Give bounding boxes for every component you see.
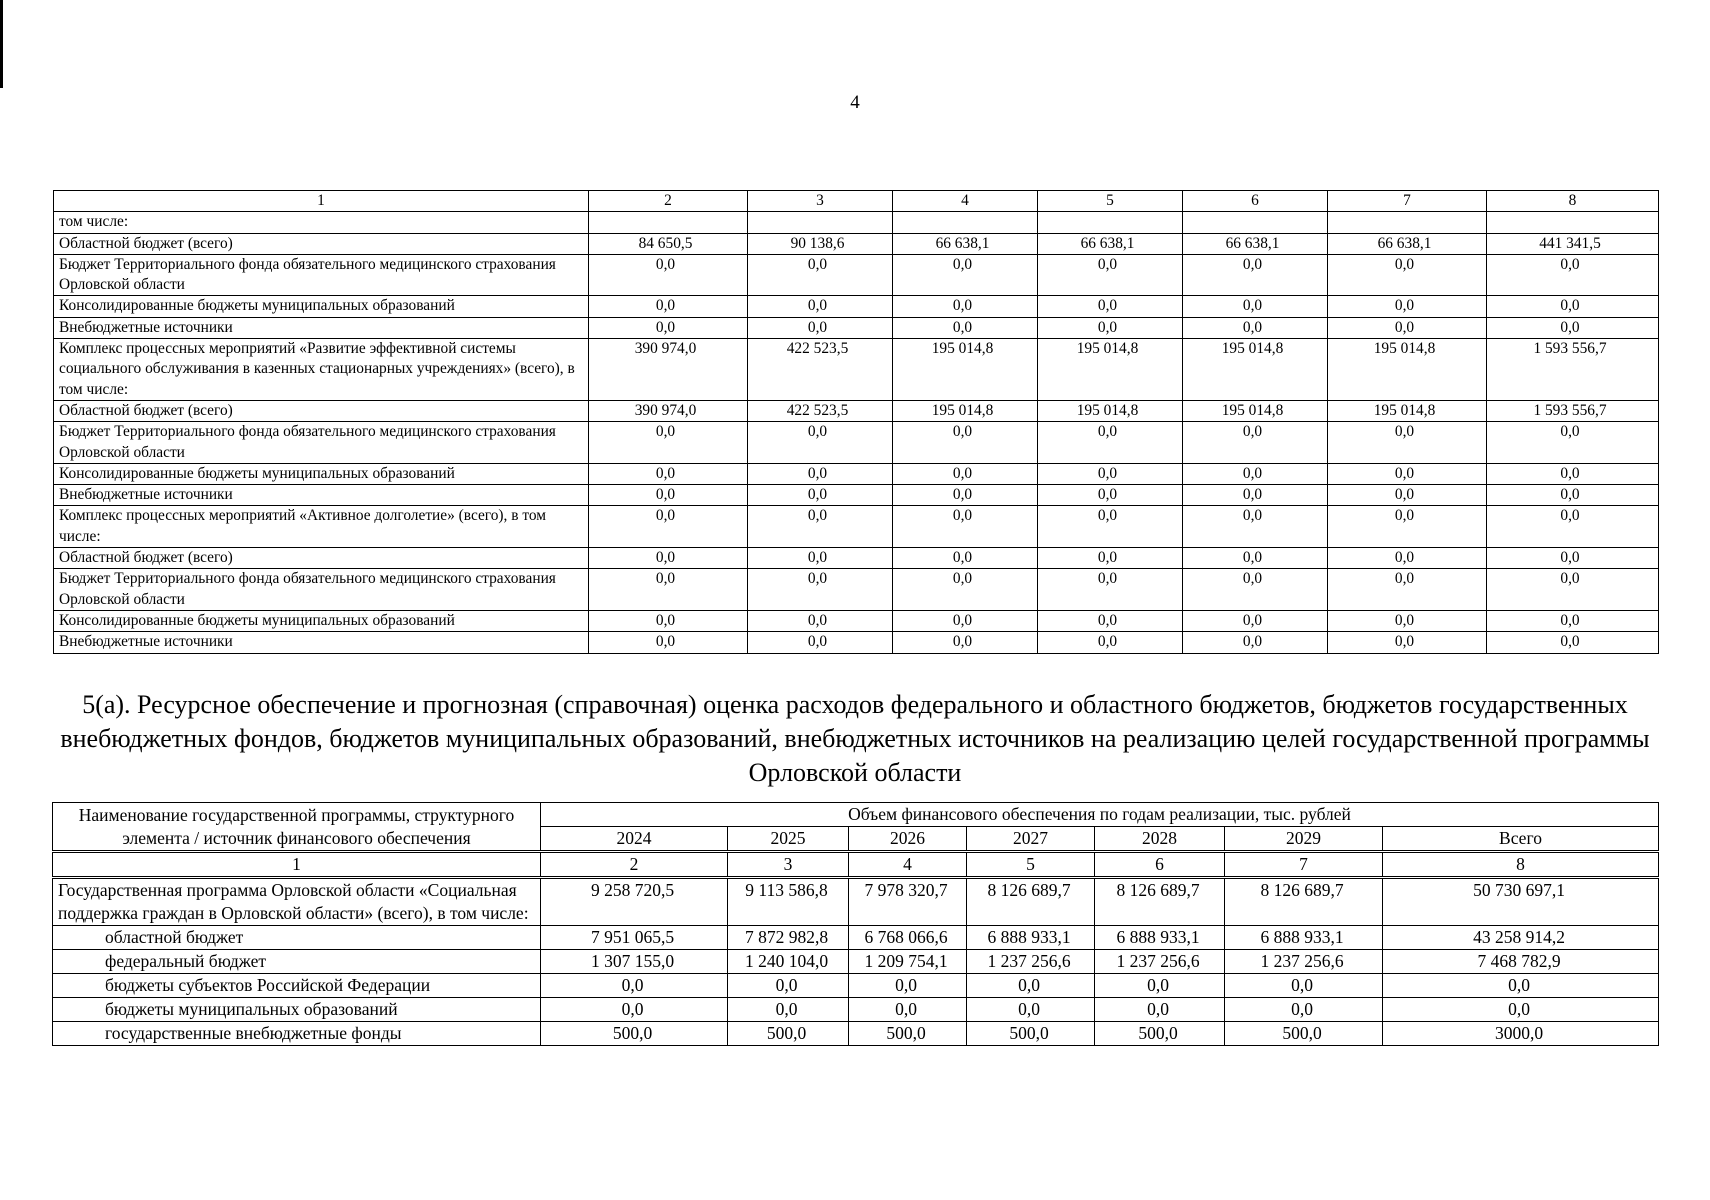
amount-cell: 0,0 (589, 610, 748, 631)
amount-cell: 0,0 (748, 610, 893, 631)
amount-cell: 0,0 (893, 569, 1038, 611)
amount-cell: 195 014,8 (1183, 339, 1328, 401)
amount-cell: 0,0 (1487, 317, 1659, 338)
amount-cell: 0,0 (893, 548, 1038, 569)
table-row (54, 422, 1659, 464)
amount-cell: 195 014,8 (893, 400, 1038, 421)
amount-cell: 0,0 (1038, 485, 1183, 506)
amount-cell: 500,0 (967, 1022, 1095, 1046)
amount-cell: 195 014,8 (1038, 339, 1183, 401)
amount-cell: 0,0 (589, 569, 748, 611)
amount-cell: 50 730 697,1 (1383, 878, 1659, 926)
amount-cell (1183, 212, 1328, 233)
amount-cell: 0,0 (541, 974, 728, 998)
amount-cell: 0,0 (728, 974, 849, 998)
amount-cell: 0,0 (893, 506, 1038, 548)
column-number: 3 (728, 852, 849, 878)
amount-cell: 9 258 720,5 (541, 878, 728, 926)
column-number: 5 (1038, 191, 1183, 212)
row-label: Бюджет Территориального фонда обязательного медицинского страхования Орловской области (54, 254, 589, 296)
amount-cell: 0,0 (1183, 632, 1328, 653)
amount-cell: 500,0 (849, 1022, 967, 1046)
amount-cell: 195 014,8 (1328, 400, 1487, 421)
funding-group-header: Объем финансового обеспечения по годам реализации, тыс. рублей (541, 803, 1659, 827)
column-number: 7 (1328, 191, 1487, 212)
page-number: 4 (850, 92, 860, 113)
amount-cell: 1 593 556,7 (1487, 400, 1659, 421)
amount-cell (1038, 212, 1183, 233)
table-row (53, 950, 1659, 974)
amount-cell: 0,0 (589, 296, 748, 317)
table-row (54, 254, 1659, 296)
column-number: 7 (1225, 852, 1383, 878)
table-row (54, 548, 1659, 569)
amount-cell: 0,0 (1183, 463, 1328, 484)
row-label: Консолидированные бюджеты муниципальных образований (54, 463, 589, 484)
table-row (54, 463, 1659, 484)
year-header: 2024 (541, 827, 728, 852)
amount-cell: 0,0 (967, 974, 1095, 998)
amount-cell: 43 258 914,2 (1383, 926, 1659, 950)
amount-cell: 90 138,6 (748, 233, 893, 254)
row-label: Комплекс процессных мероприятий «Активное долголетие» (всего), в том числе: (54, 506, 589, 548)
column-number: 3 (748, 191, 893, 212)
amount-cell: 0,0 (1038, 610, 1183, 631)
amount-cell: 0,0 (748, 632, 893, 653)
resource-table-body (53, 852, 1659, 1046)
amount-cell: 0,0 (589, 485, 748, 506)
resource-table-head (53, 803, 1659, 852)
table-row (54, 610, 1659, 631)
amount-cell: 0,0 (893, 463, 1038, 484)
amount-cell: 0,0 (1487, 506, 1659, 548)
row-label: бюджеты субъектов Российской Федерации (53, 974, 541, 998)
column-number: 6 (1183, 191, 1328, 212)
amount-cell: 7 872 982,8 (728, 926, 849, 950)
amount-cell (1328, 212, 1487, 233)
amount-cell: 0,0 (893, 422, 1038, 464)
amount-cell: 500,0 (541, 1022, 728, 1046)
total-header: Всего (1383, 827, 1659, 852)
amount-cell: 0,0 (589, 317, 748, 338)
column-number: 8 (1383, 852, 1659, 878)
amount-cell: 3000,0 (1383, 1022, 1659, 1046)
row-label: том числе: (54, 212, 589, 233)
column-number: 1 (53, 852, 541, 878)
amount-cell: 0,0 (1328, 296, 1487, 317)
column-number: 2 (589, 191, 748, 212)
amount-cell: 390 974,0 (589, 339, 748, 401)
amount-cell: 0,0 (1183, 485, 1328, 506)
amount-cell: 0,0 (1038, 254, 1183, 296)
amount-cell: 422 523,5 (748, 400, 893, 421)
row-label: Государственная программа Орловской области «Социальная поддержка граждан в Орловской области» (всего), в том числе: (53, 878, 541, 926)
amount-cell: 0,0 (1183, 610, 1328, 631)
table-row (54, 485, 1659, 506)
amount-cell: 0,0 (1183, 506, 1328, 548)
amount-cell: 0,0 (1038, 463, 1183, 484)
row-label: государственные внебюджетные фонды (53, 1022, 541, 1046)
amount-cell: 0,0 (1183, 254, 1328, 296)
amount-cell: 0,0 (1487, 548, 1659, 569)
amount-cell: 0,0 (1328, 254, 1487, 296)
section-title: 5(а). Ресурсное обеспечение и прогнозная (справочная) оценка расходов федерального и областного бюджетов, бюджетов государственных внебюджетных фондов, бюджетов муниципальных образований, внебюджетных источников на реализацию целей государственной программы Орловской области (60, 690, 1650, 787)
amount-cell: 0,0 (893, 254, 1038, 296)
amount-cell: 8 126 689,7 (1095, 878, 1225, 926)
amount-cell: 0,0 (748, 569, 893, 611)
amount-cell: 0,0 (1038, 317, 1183, 338)
amount-cell: 66 638,1 (1328, 233, 1487, 254)
amount-cell: 1 240 104,0 (728, 950, 849, 974)
column-number: 6 (1095, 852, 1225, 878)
year-header: 2029 (1225, 827, 1383, 852)
amount-cell: 0,0 (967, 998, 1095, 1022)
amount-cell: 0,0 (893, 485, 1038, 506)
amount-cell: 0,0 (1038, 296, 1183, 317)
amount-cell: 0,0 (849, 974, 967, 998)
amount-cell: 0,0 (748, 422, 893, 464)
amount-cell: 500,0 (728, 1022, 849, 1046)
amount-cell: 0,0 (748, 548, 893, 569)
row-label: Бюджет Территориального фонда обязательного медицинского страхования Орловской области (54, 569, 589, 611)
amount-cell: 195 014,8 (893, 339, 1038, 401)
year-header: 2025 (728, 827, 849, 852)
amount-cell: 0,0 (1487, 296, 1659, 317)
table-row (54, 296, 1659, 317)
amount-cell: 0,0 (1487, 610, 1659, 631)
amount-cell: 6 888 933,1 (967, 926, 1095, 950)
amount-cell: 1 593 556,7 (1487, 339, 1659, 401)
amount-cell: 1 237 256,6 (967, 950, 1095, 974)
amount-cell: 0,0 (1328, 317, 1487, 338)
amount-cell: 0,0 (893, 632, 1038, 653)
amount-cell: 0,0 (893, 296, 1038, 317)
amount-cell: 0,0 (1038, 548, 1183, 569)
amount-cell: 0,0 (1183, 317, 1328, 338)
amount-cell: 0,0 (1328, 569, 1487, 611)
amount-cell: 0,0 (589, 506, 748, 548)
amount-cell: 7 468 782,9 (1383, 950, 1659, 974)
table-row (53, 1022, 1659, 1046)
amount-cell: 0,0 (589, 632, 748, 653)
amount-cell: 390 974,0 (589, 400, 748, 421)
row-label: федеральный бюджет (53, 950, 541, 974)
amount-cell: 0,0 (1383, 998, 1659, 1022)
amount-cell: 0,0 (1328, 485, 1487, 506)
amount-cell: 0,0 (1328, 422, 1487, 464)
amount-cell: 0,0 (1038, 506, 1183, 548)
table-row (54, 506, 1659, 548)
amount-cell: 0,0 (1487, 422, 1659, 464)
amount-cell: 1 237 256,6 (1225, 950, 1383, 974)
column-number-row (54, 191, 1659, 212)
table-row (53, 926, 1659, 950)
amount-cell: 0,0 (728, 998, 849, 1022)
amount-cell: 0,0 (1383, 974, 1659, 998)
amount-cell: 195 014,8 (1038, 400, 1183, 421)
table-row (54, 569, 1659, 611)
amount-cell: 0,0 (748, 485, 893, 506)
amount-cell: 0,0 (1487, 485, 1659, 506)
amount-cell: 0,0 (748, 506, 893, 548)
amount-cell: 0,0 (1225, 974, 1383, 998)
column-number: 5 (967, 852, 1095, 878)
resource-table (52, 802, 1659, 1046)
amount-cell: 7 951 065,5 (541, 926, 728, 950)
amount-cell: 500,0 (1225, 1022, 1383, 1046)
amount-cell: 0,0 (1328, 632, 1487, 653)
column-number: 2 (541, 852, 728, 878)
amount-cell: 6 888 933,1 (1225, 926, 1383, 950)
amount-cell: 500,0 (1095, 1022, 1225, 1046)
amount-cell: 8 126 689,7 (967, 878, 1095, 926)
table-row (54, 212, 1659, 233)
amount-cell: 0,0 (748, 463, 893, 484)
amount-cell: 0,0 (1487, 569, 1659, 611)
name-column-header: Наименование государственной программы, структурного элемента / источник финансового обеспечения (53, 803, 541, 852)
amount-cell: 0,0 (1328, 610, 1487, 631)
column-number-row (53, 852, 1659, 878)
amount-cell: 0,0 (1328, 506, 1487, 548)
amount-cell: 0,0 (1038, 632, 1183, 653)
amount-cell: 66 638,1 (893, 233, 1038, 254)
amount-cell: 7 978 320,7 (849, 878, 967, 926)
amount-cell: 0,0 (748, 317, 893, 338)
row-label: Внебюджетные источники (54, 317, 589, 338)
amount-cell: 0,0 (1183, 296, 1328, 317)
table-row (54, 400, 1659, 421)
amount-cell (1487, 212, 1659, 233)
amount-cell: 0,0 (589, 422, 748, 464)
amount-cell: 9 113 586,8 (728, 878, 849, 926)
row-label: Консолидированные бюджеты муниципальных образований (54, 296, 589, 317)
row-label: Бюджет Территориального фонда обязательного медицинского страхования Орловской области (54, 422, 589, 464)
amount-cell: 0,0 (589, 463, 748, 484)
table-row (53, 974, 1659, 998)
amount-cell: 66 638,1 (1038, 233, 1183, 254)
year-header: 2027 (967, 827, 1095, 852)
amount-cell: 0,0 (1095, 974, 1225, 998)
amount-cell: 0,0 (1487, 632, 1659, 653)
scan-edge-mark (0, 0, 3, 88)
amount-cell: 195 014,8 (1328, 339, 1487, 401)
amount-cell: 6 768 066,6 (849, 926, 967, 950)
amount-cell: 0,0 (1328, 548, 1487, 569)
amount-cell: 0,0 (589, 548, 748, 569)
amount-cell: 0,0 (748, 296, 893, 317)
table-row (53, 998, 1659, 1022)
amount-cell: 0,0 (1225, 998, 1383, 1022)
amount-cell: 0,0 (893, 610, 1038, 631)
amount-cell: 0,0 (1183, 422, 1328, 464)
column-number: 1 (54, 191, 589, 212)
amount-cell: 0,0 (589, 254, 748, 296)
amount-cell (589, 212, 748, 233)
amount-cell: 0,0 (1038, 569, 1183, 611)
amount-cell: 1 209 754,1 (849, 950, 967, 974)
amount-cell: 0,0 (1487, 254, 1659, 296)
row-label: Областной бюджет (всего) (54, 548, 589, 569)
amount-cell: 6 888 933,1 (1095, 926, 1225, 950)
amount-cell: 66 638,1 (1183, 233, 1328, 254)
row-label: Внебюджетные источники (54, 632, 589, 653)
amount-cell (748, 212, 893, 233)
row-label: Внебюджетные источники (54, 485, 589, 506)
row-label: областной бюджет (53, 926, 541, 950)
row-label: Областной бюджет (всего) (54, 233, 589, 254)
year-header: 2028 (1095, 827, 1225, 852)
amount-cell: 0,0 (893, 317, 1038, 338)
table-row (54, 339, 1659, 401)
amount-cell: 0,0 (1038, 422, 1183, 464)
row-label: Консолидированные бюджеты муниципальных образований (54, 610, 589, 631)
budget-table-continued (53, 190, 1659, 654)
row-label: Комплекс процессных мероприятий «Развитие эффективной системы социального обслуживания в казенных стационарных учреждениях» (всего), в том числе: (54, 339, 589, 401)
amount-cell: 0,0 (849, 998, 967, 1022)
budget-table-body (54, 191, 1659, 654)
amount-cell (893, 212, 1038, 233)
amount-cell: 0,0 (1328, 463, 1487, 484)
amount-cell: 8 126 689,7 (1225, 878, 1383, 926)
table-row (54, 632, 1659, 653)
amount-cell: 0,0 (748, 254, 893, 296)
column-number: 8 (1487, 191, 1659, 212)
row-label: Областной бюджет (всего) (54, 400, 589, 421)
amount-cell: 1 237 256,6 (1095, 950, 1225, 974)
amount-cell: 0,0 (1183, 548, 1328, 569)
amount-cell: 422 523,5 (748, 339, 893, 401)
amount-cell: 0,0 (541, 998, 728, 1022)
column-number: 4 (849, 852, 967, 878)
amount-cell: 0,0 (1095, 998, 1225, 1022)
amount-cell: 0,0 (1487, 463, 1659, 484)
amount-cell: 0,0 (1183, 569, 1328, 611)
amount-cell: 84 650,5 (589, 233, 748, 254)
column-number: 4 (893, 191, 1038, 212)
year-header: 2026 (849, 827, 967, 852)
row-label: бюджеты муниципальных образований (53, 998, 541, 1022)
amount-cell: 441 341,5 (1487, 233, 1659, 254)
table-row (53, 878, 1659, 926)
amount-cell: 195 014,8 (1183, 400, 1328, 421)
amount-cell: 1 307 155,0 (541, 950, 728, 974)
table-row (54, 317, 1659, 338)
table-row (54, 233, 1659, 254)
